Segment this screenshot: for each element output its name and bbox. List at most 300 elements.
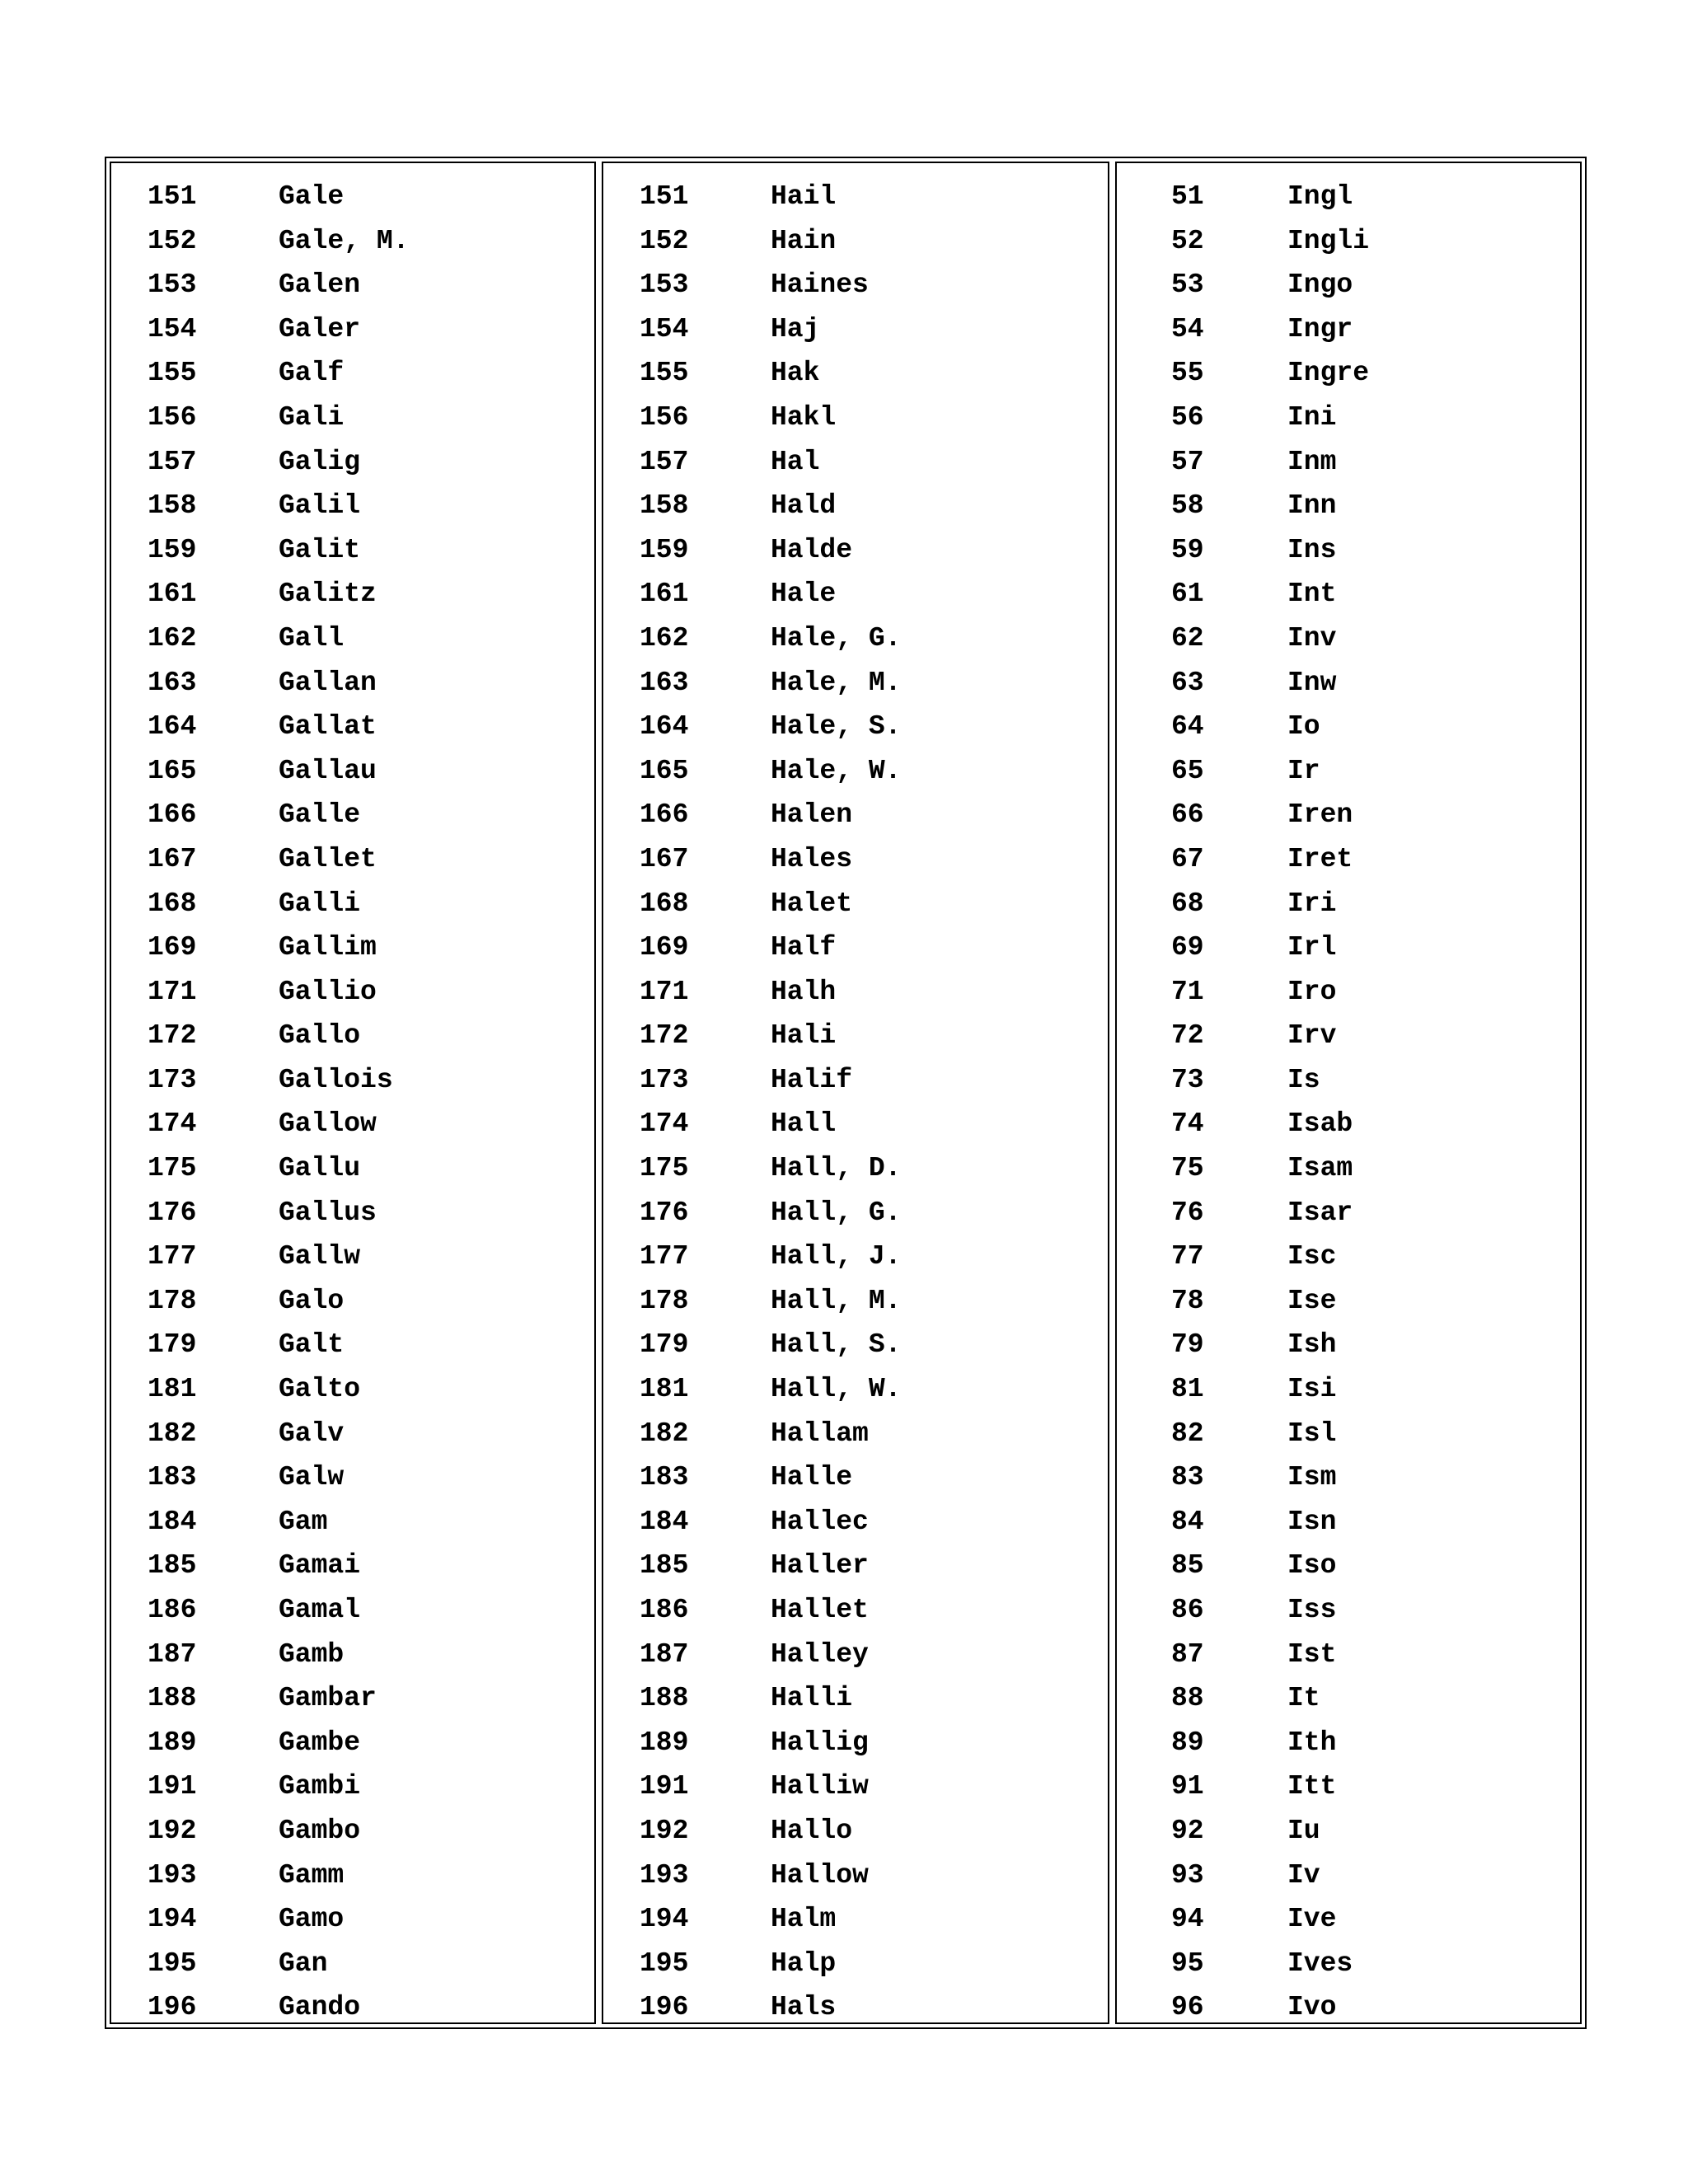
row-name: Gallois [279, 1064, 393, 1095]
row-name: Isn [1287, 1506, 1337, 1537]
table-row [1117, 1633, 1580, 1677]
row-name: Half [771, 932, 837, 963]
row-number: 191 [640, 1771, 689, 1802]
row-number: 196 [148, 1992, 197, 2023]
row-number: 188 [640, 1683, 689, 1714]
row-name: Hallam [771, 1418, 869, 1449]
row-name: Halle [771, 1462, 853, 1493]
row-list [603, 175, 1108, 2030]
table-row [603, 1765, 1108, 1809]
row-number: 54 [1171, 313, 1204, 344]
table-row [603, 1102, 1108, 1146]
table-row [603, 263, 1108, 307]
row-name: Gallim [279, 932, 377, 963]
row-number: 186 [148, 1595, 197, 1625]
row-name: Iren [1287, 799, 1353, 831]
row-name: Haj [771, 313, 820, 344]
row-name: Hall, J. [771, 1241, 902, 1272]
row-name: Ingr [1287, 313, 1353, 344]
row-number: 95 [1171, 1947, 1204, 1979]
column-h [602, 162, 1109, 2024]
row-number: 183 [640, 1462, 689, 1493]
table-row [1117, 1985, 1580, 2030]
row-name: Hallo [771, 1815, 853, 1846]
table-row [603, 219, 1108, 264]
table-row [603, 1942, 1108, 1986]
row-name: Gall [279, 622, 345, 654]
row-number: 154 [148, 313, 197, 344]
table-row [1117, 1721, 1580, 1765]
row-number: 92 [1171, 1815, 1204, 1846]
table-row [1117, 970, 1580, 1015]
table-row [1117, 351, 1580, 396]
row-name: Hall [771, 1108, 837, 1140]
table-row [111, 1191, 594, 1235]
table-row [1117, 1455, 1580, 1500]
table-row [1117, 1765, 1580, 1809]
table-row [603, 705, 1108, 749]
table-row [603, 175, 1108, 219]
row-name: Ism [1287, 1462, 1337, 1493]
row-name: Hald [771, 490, 837, 522]
row-number: 188 [148, 1683, 197, 1714]
table-row [1117, 661, 1580, 705]
column-g [110, 162, 596, 2024]
table-row [1117, 1500, 1580, 1544]
table-row [603, 1367, 1108, 1412]
table-row [603, 1146, 1108, 1191]
row-number: 78 [1171, 1285, 1204, 1316]
row-number: 176 [148, 1197, 197, 1228]
row-name: Ist [1287, 1638, 1337, 1670]
table-row [111, 1102, 594, 1146]
row-name: Hallow [771, 1859, 869, 1891]
row-number: 151 [148, 181, 197, 212]
table-row [1117, 307, 1580, 352]
row-number: 173 [640, 1064, 689, 1095]
row-name: Ins [1287, 534, 1337, 565]
row-number: 82 [1171, 1418, 1204, 1449]
table-row [1117, 1897, 1580, 1942]
row-number: 172 [148, 1020, 197, 1052]
row-number: 187 [148, 1638, 197, 1670]
row-name: Inv [1287, 622, 1337, 654]
row-number: 175 [148, 1153, 197, 1184]
row-name: Hale, W. [771, 755, 902, 786]
row-number: 185 [148, 1550, 197, 1582]
row-name: Iv [1287, 1859, 1320, 1891]
row-number: 59 [1171, 534, 1204, 565]
row-name: Ive [1287, 1904, 1337, 1935]
row-name: Hale, M. [771, 667, 902, 698]
row-name: Itt [1287, 1771, 1337, 1802]
row-number: 81 [1171, 1374, 1204, 1405]
row-name: Halm [771, 1904, 837, 1935]
row-number: 64 [1171, 711, 1204, 743]
row-name: Hals [771, 1992, 837, 2023]
table-row [111, 1765, 594, 1809]
table-row [603, 1809, 1108, 1854]
table-row [111, 1412, 594, 1456]
row-name: Hakl [771, 401, 837, 433]
row-name: Gallat [279, 711, 377, 743]
row-name: Haller [771, 1550, 869, 1582]
table-row [111, 837, 594, 882]
row-number: 161 [148, 579, 197, 610]
table-row [603, 1676, 1108, 1721]
table-row [603, 882, 1108, 926]
table-row [603, 1323, 1108, 1367]
row-number: 84 [1171, 1506, 1204, 1537]
row-number: 72 [1171, 1020, 1204, 1052]
row-name: Hale [771, 579, 837, 610]
table-row [603, 1854, 1108, 1898]
table-row [111, 1897, 594, 1942]
row-name: Halet [771, 888, 853, 919]
row-name: Gamo [279, 1904, 345, 1935]
row-number: 162 [640, 622, 689, 654]
row-number: 177 [148, 1241, 197, 1272]
table-row [1117, 1191, 1580, 1235]
table-row [1117, 1412, 1580, 1456]
table-row [603, 616, 1108, 661]
row-name: Iret [1287, 843, 1353, 874]
table-row [111, 263, 594, 307]
table-row [603, 307, 1108, 352]
row-name: Ingre [1287, 358, 1370, 389]
table-row [603, 351, 1108, 396]
row-number: 179 [148, 1329, 197, 1361]
row-name: Gamai [279, 1550, 361, 1582]
row-name: Gamm [279, 1859, 345, 1891]
table-row [111, 705, 594, 749]
table-row [603, 1897, 1108, 1942]
row-name: Ingl [1287, 181, 1353, 212]
table-row [111, 749, 594, 794]
table-row [1117, 1588, 1580, 1633]
row-number: 67 [1171, 843, 1204, 874]
table-row [603, 1058, 1108, 1103]
table-row [111, 970, 594, 1015]
row-name: Gallow [279, 1108, 377, 1140]
row-number: 178 [640, 1285, 689, 1316]
table-row [111, 1279, 594, 1324]
row-name: Iro [1287, 976, 1337, 1007]
table-row [603, 1014, 1108, 1058]
row-name: Ingli [1287, 225, 1370, 256]
row-name: Gallo [279, 1020, 361, 1052]
table-row [1117, 528, 1580, 573]
row-number: 62 [1171, 622, 1204, 654]
table-row [1117, 616, 1580, 661]
row-name: Inn [1287, 490, 1337, 522]
table-row [1117, 1058, 1580, 1103]
table-row [603, 1235, 1108, 1279]
table-row [603, 1191, 1108, 1235]
row-name: Galli [279, 888, 361, 919]
row-number: 89 [1171, 1727, 1204, 1758]
table-row [603, 793, 1108, 837]
row-number: 153 [148, 269, 197, 301]
row-name: Ise [1287, 1285, 1337, 1316]
row-name: Halen [771, 799, 853, 831]
row-name: Io [1287, 711, 1320, 743]
row-name: Hallig [771, 1727, 869, 1758]
row-number: 191 [148, 1771, 197, 1802]
column-i [1115, 162, 1582, 2024]
table-row [111, 616, 594, 661]
row-name: Ives [1287, 1947, 1353, 1979]
row-number: 167 [640, 843, 689, 874]
table-row [603, 1500, 1108, 1544]
row-name: Hallet [771, 1595, 869, 1625]
row-name: Haines [771, 269, 869, 301]
row-name: Hall, D. [771, 1153, 902, 1184]
row-number: 184 [148, 1506, 197, 1537]
table-row [1117, 219, 1580, 264]
table-row [111, 926, 594, 970]
row-number: 163 [148, 667, 197, 698]
table-row [111, 175, 594, 219]
row-number: 196 [640, 1992, 689, 2023]
table-row [111, 351, 594, 396]
row-number: 73 [1171, 1064, 1204, 1095]
table-row [1117, 749, 1580, 794]
table-row [1117, 1809, 1580, 1854]
table-row [603, 1721, 1108, 1765]
table-row [603, 1279, 1108, 1324]
row-number: 158 [640, 490, 689, 522]
row-number: 79 [1171, 1329, 1204, 1361]
table-row [603, 926, 1108, 970]
row-number: 195 [148, 1947, 197, 1979]
row-number: 172 [640, 1020, 689, 1052]
row-name: Iri [1287, 888, 1337, 919]
table-row [111, 307, 594, 352]
table-row [111, 1544, 594, 1588]
row-name: Gambar [279, 1683, 377, 1714]
row-name: Is [1287, 1064, 1320, 1095]
row-name: Gan [279, 1947, 328, 1979]
row-name: Hall, S. [771, 1329, 902, 1361]
table-row [1117, 1854, 1580, 1898]
table-row [111, 528, 594, 573]
row-name: Galit [279, 534, 361, 565]
table-row [111, 1633, 594, 1677]
row-name: Hallec [771, 1506, 869, 1537]
row-name: Gallau [279, 755, 377, 786]
table-row [111, 1500, 594, 1544]
table-row [603, 440, 1108, 485]
table-row [111, 1455, 594, 1500]
row-name: Hain [771, 225, 837, 256]
table-row [1117, 1102, 1580, 1146]
table-row [603, 837, 1108, 882]
table-row [111, 661, 594, 705]
row-name: Isi [1287, 1374, 1337, 1405]
row-number: 63 [1171, 667, 1204, 698]
row-name: Hail [771, 181, 837, 212]
table-row [1117, 837, 1580, 882]
row-number: 173 [148, 1064, 197, 1095]
table-row [603, 970, 1108, 1015]
row-name: Ish [1287, 1329, 1337, 1361]
table-row [1117, 926, 1580, 970]
row-number: 161 [640, 579, 689, 610]
row-name: Isar [1287, 1197, 1353, 1228]
row-name: Halli [771, 1683, 853, 1714]
row-number: 152 [148, 225, 197, 256]
row-number: 174 [640, 1108, 689, 1140]
row-name: Hall, W. [771, 1374, 902, 1405]
row-number: 85 [1171, 1550, 1204, 1582]
row-name: Hall, G. [771, 1197, 902, 1228]
row-number: 56 [1171, 401, 1204, 433]
row-number: 88 [1171, 1683, 1204, 1714]
table-row [111, 1014, 594, 1058]
row-number: 96 [1171, 1992, 1204, 2023]
row-name: Inw [1287, 667, 1337, 698]
row-name: Galil [279, 490, 361, 522]
row-number: 164 [148, 711, 197, 743]
table-row [603, 484, 1108, 528]
row-number: 163 [640, 667, 689, 698]
row-list [1117, 175, 1580, 2030]
table-row [111, 484, 594, 528]
row-number: 183 [148, 1462, 197, 1493]
row-name: Iu [1287, 1815, 1320, 1846]
row-name: Ingo [1287, 269, 1353, 301]
row-name: Gallu [279, 1153, 361, 1184]
row-name: Halde [771, 534, 853, 565]
row-name: Galw [279, 1462, 345, 1493]
row-number: 182 [640, 1418, 689, 1449]
table-row [1117, 396, 1580, 440]
table-row [111, 882, 594, 926]
row-name: Galle [279, 799, 361, 831]
row-number: 87 [1171, 1638, 1204, 1670]
row-number: 69 [1171, 932, 1204, 963]
row-name: Isc [1287, 1241, 1337, 1272]
row-number: 175 [640, 1153, 689, 1184]
row-name: Gallio [279, 976, 377, 1007]
row-name: Hak [771, 358, 820, 389]
table-row [111, 1721, 594, 1765]
row-number: 155 [148, 358, 197, 389]
table-row [603, 1455, 1108, 1500]
row-number: 53 [1171, 269, 1204, 301]
row-name: Gam [279, 1506, 328, 1537]
table-row [111, 1235, 594, 1279]
row-name: Halif [771, 1064, 853, 1095]
row-name: Galt [279, 1329, 345, 1361]
table-row [603, 396, 1108, 440]
row-name: Gale, M. [279, 225, 410, 256]
row-number: 52 [1171, 225, 1204, 256]
row-number: 75 [1171, 1153, 1204, 1184]
row-name: Gambi [279, 1771, 361, 1802]
row-number: 192 [148, 1815, 197, 1846]
row-name: Isab [1287, 1108, 1353, 1140]
row-name: Hale, S. [771, 711, 902, 743]
row-number: 186 [640, 1595, 689, 1625]
row-name: Ini [1287, 401, 1337, 433]
row-number: 159 [148, 534, 197, 565]
table-row [1117, 882, 1580, 926]
row-name: Gali [279, 401, 345, 433]
row-name: Int [1287, 579, 1337, 610]
row-number: 181 [640, 1374, 689, 1405]
row-number: 55 [1171, 358, 1204, 389]
row-name: Hali [771, 1020, 837, 1052]
row-number: 74 [1171, 1108, 1204, 1140]
row-name: Galen [279, 269, 361, 301]
row-name: Ith [1287, 1727, 1337, 1758]
row-name: Gallan [279, 667, 377, 698]
row-name: Hal [771, 446, 820, 477]
row-number: 168 [148, 888, 197, 919]
table-row [603, 1633, 1108, 1677]
row-name: Hale, G. [771, 622, 902, 654]
table-row [603, 661, 1108, 705]
row-number: 156 [148, 401, 197, 433]
table-row [1117, 440, 1580, 485]
table-row [603, 528, 1108, 573]
row-number: 94 [1171, 1904, 1204, 1935]
table-row [1117, 1676, 1580, 1721]
row-name: Gamb [279, 1638, 345, 1670]
row-name: Galto [279, 1374, 361, 1405]
row-number: 185 [640, 1550, 689, 1582]
row-list [111, 175, 594, 2030]
table-row [1117, 1544, 1580, 1588]
table-row [111, 1058, 594, 1103]
row-number: 91 [1171, 1771, 1204, 1802]
row-name: Halley [771, 1638, 869, 1670]
row-name: Halh [771, 976, 837, 1007]
table-row [111, 1588, 594, 1633]
row-number: 159 [640, 534, 689, 565]
row-number: 174 [148, 1108, 197, 1140]
row-number: 77 [1171, 1241, 1204, 1272]
row-number: 93 [1171, 1859, 1204, 1891]
table-row [111, 1146, 594, 1191]
table-row [111, 440, 594, 485]
row-name: Irl [1287, 932, 1337, 963]
row-number: 61 [1171, 579, 1204, 610]
row-number: 71 [1171, 976, 1204, 1007]
row-name: Gambo [279, 1815, 361, 1846]
row-name: Galig [279, 446, 361, 477]
row-number: 169 [148, 932, 197, 963]
row-name: Galf [279, 358, 345, 389]
table-row [111, 1809, 594, 1854]
row-number: 171 [148, 976, 197, 1007]
table-row [1117, 1942, 1580, 1986]
table-row [1117, 572, 1580, 616]
row-number: 156 [640, 401, 689, 433]
row-number: 83 [1171, 1462, 1204, 1493]
row-number: 157 [148, 446, 197, 477]
row-number: 178 [148, 1285, 197, 1316]
row-number: 151 [640, 181, 689, 212]
row-name: Hales [771, 843, 853, 874]
table-row [1117, 175, 1580, 219]
row-number: 153 [640, 269, 689, 301]
row-name: Ivo [1287, 1992, 1337, 2023]
row-number: 157 [640, 446, 689, 477]
table-row [603, 1588, 1108, 1633]
